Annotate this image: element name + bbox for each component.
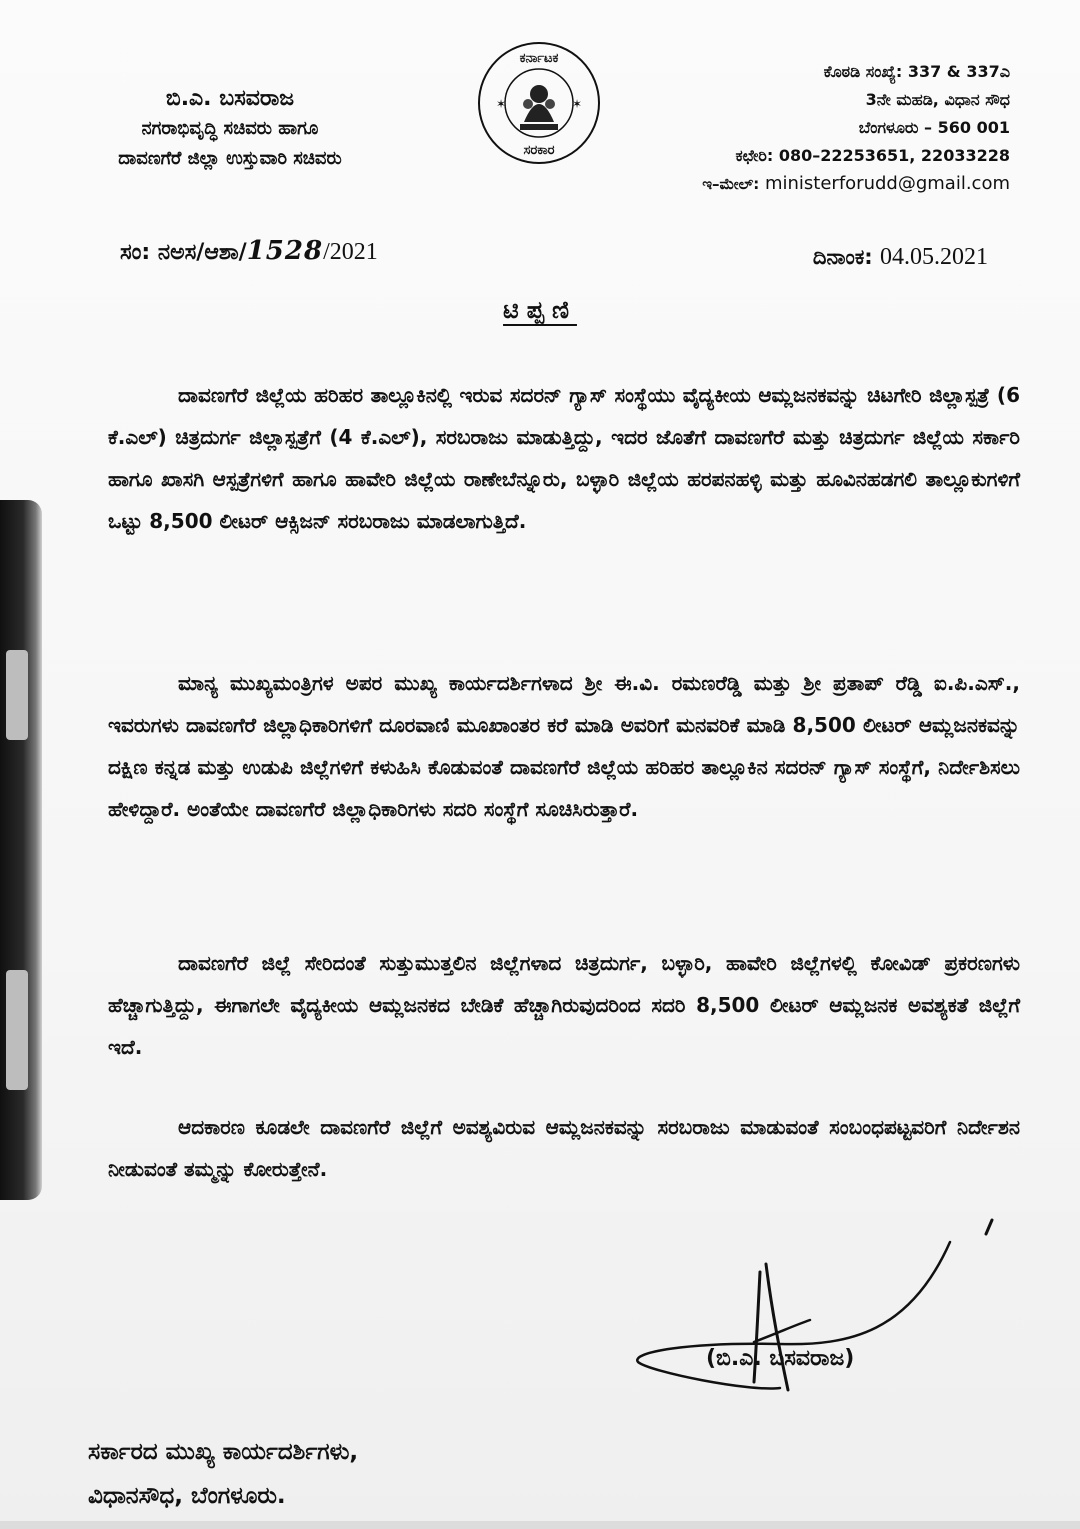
reference-year: /2021	[323, 239, 378, 265]
seal-top-text: ಕರ್ನಾಟಕ	[519, 51, 559, 66]
svg-text:✶: ✶	[496, 97, 507, 111]
paragraph-4: ಆದಕಾರಣ ಕೂಡಲೇ ದಾವಣಗೆರೆ ಜಿಲ್ಲೆಗೆ ಅವಶ್ಯವಿರುವ ಆಮ್ಲಜನಕವನ್ನು ಸರಬರಾಜು ಮಾಡುವಂತೆ ಸಂಬಂಧಪಟ್ಟವರಿಗೆ ನಿರ್ದೇಶನ ನೀಡುವಂತೆ ತಮ್ಮನ್ನು ಕೋರುತ್ತೇನೆ.	[108, 1115, 1020, 1181]
recipient-line-1: ಸರ್ಕಾರದ ಮುಖ್ಯ ಕಾರ್ಯದರ್ಶಿಗಳು,	[88, 1439, 359, 1465]
title-text: ಟಿಪ್ಪಣಿ	[503, 296, 577, 324]
email-value: ministerforudd@gmail.com	[764, 173, 1010, 194]
reference-prefix: ಸಂ: ನಅಸ/ಆಶಾ/	[120, 240, 247, 265]
signatory-name: (ಬಿ.ಎ. ಬಸವರಾಜ)	[706, 1346, 855, 1371]
seal-bottom-text: ಸರಕಾರ	[523, 143, 555, 158]
clipboard-slot	[6, 970, 28, 1090]
email-label: ಇ–ಮೇಲ್:	[702, 175, 760, 193]
reference-handwritten-number: 1528	[246, 236, 324, 266]
date-label: ದಿನಾಂಕ:	[812, 245, 873, 269]
signature-icon	[630, 1212, 1010, 1402]
date	[813, 244, 988, 271]
paragraph-1: ದಾವಣಗೆರೆ ಜಿಲ್ಲೆಯ ಹರಿಹರ ತಾಲ್ಲೂಕಿನಲ್ಲಿ ಇರುವ ಸದರನ್ ಗ್ಯಾಸ್ ಸಂಸ್ಥೆಯು ವೈದ್ಯಕೀಯ ಆಮ್ಲಜನಕವನ್ನು ಚಿಟಗೇರಿ ಜಿಲ್ಲಾಸ್ಪತ್ರೆ (6 ಕೆ.ಎಲ್) ಚಿತ್ರದುರ್ಗ ಜಿಲ್ಲಾಸ್ಪತ್ರೆಗೆ (4 ಕೆ.ಎಲ್), ಸರಬರಾಜು ಮಾಡುತ್ತಿದ್ದು, ಇದರ ಜೊತೆಗೆ ದಾವಣಗೆರೆ ಮತ್ತು ಚಿತ್ರದುರ್ಗ ಜಿಲ್ಲೆಯ ಸರ್ಕಾರಿ ಹಾಗೂ ಖಾಸಗಿ ಆಸ್ಪತ್ರೆಗಳಿಗೆ ಹಾಗೂ ಹಾವೇರಿ ಜಿಲ್ಲೆಯ ರಾಣೇಬೆನ್ನೂರು, ಬಳ್ಳಾರಿ ಜಿಲ್ಲೆಯ ಹರಪನಹಳ್ಳಿ ಮತ್ತು ಹೂವಿನಹಡಗಲಿ ತಾಲ್ಲೂಕುಗಳಿಗೆ ಒಟ್ಟು 8,500 ಲೀಟರ್ ಆಕ್ಸಿಜನ್ ಸರಬರಾಜು ಮಾಡಲಾಗುತ್ತಿದೆ.	[108, 383, 1020, 533]
minister-header	[60, 84, 400, 174]
office-address	[690, 58, 1010, 198]
email-row	[690, 170, 1010, 198]
designation-line-1: ನಗರಾಭಿವೃದ್ಧಿ ಸಚಿವರು ಹಾಗೂ	[141, 118, 319, 139]
date-value: 04.05.2021	[880, 244, 988, 270]
recipient-address	[88, 1430, 358, 1518]
clipboard-edge	[0, 500, 42, 1200]
designation-line-2: ದಾವಣಗೆರೆ ಜಿಲ್ಲಾ ಉಸ್ತುವಾರಿ ಸಚಿವರು	[118, 148, 342, 169]
document-title	[0, 296, 1080, 324]
clipboard-slot	[6, 650, 28, 740]
svg-text:✶: ✶	[572, 97, 583, 111]
office-floor: 3ನೇ ಮಹಡಿ, ವಿಧಾನ ಸೌಧ	[865, 90, 1010, 109]
government-seal-icon	[476, 40, 602, 166]
paragraph-2: ಮಾನ್ಯ ಮುಖ್ಯಮಂತ್ರಿಗಳ ಅಪರ ಮುಖ್ಯ ಕಾರ್ಯದರ್ಶಿಗಳಾದ ಶ್ರೀ ಈ.ವಿ. ರಮಣರೆಡ್ಡಿ ಮತ್ತು ಶ್ರೀ ಪ್ರತಾಪ್ ರೆಡ್ಡಿ ಐ.ಪಿ.ಎಸ್., ಇವರುಗಳು ದಾವಣಗೆರೆ ಜಿಲ್ಲಾಧಿಕಾರಿಗಳಿಗೆ ದೂರವಾಣಿ ಮೂಖಾಂತರ ಕರೆ ಮಾಡಿ ಅವರಿಗೆ ಮನವರಿಕೆ ಮಾಡಿ 8,500 ಲೀಟರ್ ಆಮ್ಲಜನಕವನ್ನು ದಕ್ಷಿಣ ಕನ್ನಡ ಮತ್ತು ಉಡುಪಿ ಜಿಲ್ಲೆಗಳಿಗೆ ಕಳುಹಿಸಿ ಕೊಡುವಂತೆ ದಾವಣಗೆರೆ ಜಿಲ್ಲೆಯ ಹರಿಹರ ತಾಲ್ಲೂಕಿನ ಸದರನ್ ಗ್ಯಾಸ್ ಸಂಸ್ಥೆಗೆ, ನಿರ್ದೇಶಿಸಲು ಹೇಳಿದ್ದಾರೆ. ಅಂತೆಯೇ ದಾವಣಗೆರೆ ಜಿಲ್ಲಾಧಿಕಾರಿಗಳು ಸದರಿ ಸಂಸ್ಥೆಗೆ ಸೂಚಿಸಿರುತ್ತಾರೆ.	[108, 671, 1020, 821]
reference-number	[120, 236, 378, 266]
paragraph-3: ದಾವಣಗೆರೆ ಜಿಲ್ಲೆ ಸೇರಿದಂತೆ ಸುತ್ತುಮುತ್ತಲಿನ ಜಿಲ್ಲೆಗಳಾದ ಚಿತ್ರದುರ್ಗ, ಬಳ್ಳಾರಿ, ಹಾವೇರಿ ಜಿಲ್ಲೆಗಳಲ್ಲಿ ಕೋವಿಡ್ ಪ್ರಕರಣಗಳು ಹೆಚ್ಚಾಗುತ್ತಿದ್ದು, ಈಗಾಗಲೇ ವೈದ್ಯಕೀಯ ಆಮ್ಲಜನಕದ ಬೇಡಿಕೆ ಹೆಚ್ಚಾಗಿರುವುದರಿಂದ ಸದರಿ 8,500 ಲೀಟರ್ ಆಮ್ಲಜನಕ ಅವಶ್ಯಕತೆ ಜಿಲ್ಲೆಗೆ ಇದೆ.	[108, 951, 1020, 1059]
minister-name: ಬಿ.ಎ. ಬಸವರಾಜ	[165, 86, 295, 111]
bottom-edge	[0, 1521, 1080, 1529]
office-city: ಬೆಂಗಳೂರು – 560 001	[858, 118, 1010, 137]
office-room: ಕೊಠಡಿ ಸಂಖ್ಯೆ: 337 & 337ಎ	[823, 62, 1010, 81]
recipient-line-2: ವಿಧಾನಸೌಧ, ಬೆಂಗಳೂರು.	[88, 1483, 286, 1509]
office-phone: ಕಛೇರಿ: 080–22253651, 22033228	[735, 146, 1010, 165]
